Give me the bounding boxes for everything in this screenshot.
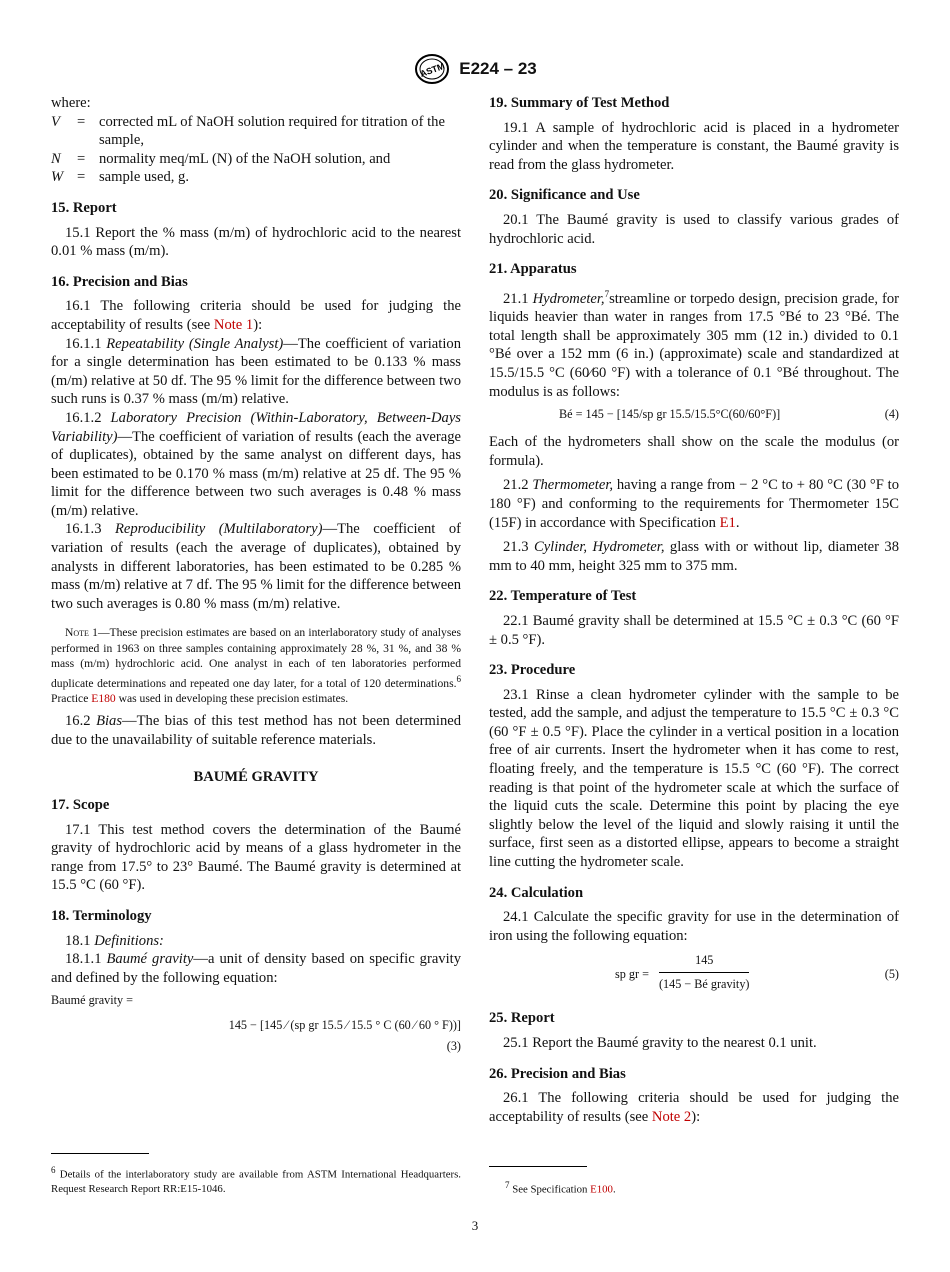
para-22-1: 22.1 Baumé gravity shall be determined at 15.5 °C ± 0.3 °C (60 °F ± 0.5 °F). xyxy=(489,612,899,648)
astm-logo-icon xyxy=(413,53,451,85)
para-21-1-cont: Each of the hydrometers shall show on the scale the modulus (or formula). xyxy=(489,434,899,469)
footnote-rule-left xyxy=(51,1153,149,1154)
e180-link[interactable]: E180 xyxy=(91,691,116,705)
note-1: Note 1—These precision estimates are based on an interlaboratory study of analyses performed in 1963 on three samples containing approximately 28 %, 31 %, and 38 % mass (m/m) hydrochloric acid. One analyst in each of ten laboratories performed duplicate determinations and repeated one day later, for a total of 120 determinations.$^6$ Practice E180 was used in developing these precision estimates. xyxy=(51,626,461,705)
def-equals: = xyxy=(77,113,86,130)
variable-definitions xyxy=(51,113,461,187)
para-15-1: 15.1 Report the % mass (m/m) of hydrochloric acid to the nearest 0.01 % mass (m/m). xyxy=(51,224,461,260)
para-24-1: 24.1 Calculate the specific gravity for use in the determination of iron using the following equation: xyxy=(489,909,899,944)
para-23-1: 23.1 Rinse a clean hydrometer cylinder with the sample to be tested, add the sample, and adjust the temperature to 15.5 °C ± 0.3 °C (60 °F ± 0.5 °F). Place the cylinder in a vertical position in a location free of air currents. Insert the hydrometer when it has come to rest, floating freely, and the temperature is 15.5 °C (60 °F). The correct reading is that point of the hydrometer scale at which the surface of the liquid cuts the scale. Determine this point by placing the eye slightly below the level of the liquid and slowly raising it until the surface, first seen as a distorted ellipse, appears to become a straight line cutting the hydrometer scale. xyxy=(489,686,899,871)
section-25-title: 25. Report xyxy=(489,1010,555,1027)
equation-4 xyxy=(489,405,899,427)
section-26-title: 26. Precision and Bias xyxy=(489,1065,626,1082)
section-20-title: 20. Significance and Use xyxy=(489,187,640,204)
section-21-title: 21. Apparatus xyxy=(489,261,577,278)
page-number: 3 xyxy=(471,1218,479,1233)
def-text-w: sample used, g. xyxy=(99,169,189,186)
footnote-7: $^7$ See Specification E100. xyxy=(505,1180,616,1196)
section-15-title: 15. Report xyxy=(51,199,117,216)
para-20-1: 20.1 The Baumé gravity is used to classify various grades of hydrochloric acid. xyxy=(489,211,899,247)
section-22-title: 22. Temperature of Test xyxy=(489,588,637,605)
equation-5-fraction xyxy=(659,951,749,993)
para-16-1-3: 16.1.3 Reproducibility (Multilaboratory)—The coefficient of variation of results (each the average of duplicates), obtained by analysts in different laboratories, has been estimated to be 0.285 % mass (m/m) relative at 7 df. The 95 % limit for the difference between two such averages is 0.80 % mass (m/m) relative. xyxy=(51,521,461,612)
def-equals: = xyxy=(77,169,86,186)
note-2-link[interactable]: Note 2 xyxy=(651,1108,692,1125)
equation-5 xyxy=(489,951,899,997)
footnote-6: $^6$ Details of the interlaboratory study are available from ASTM International Headquarters. Request Research Report RR:E15-1046. xyxy=(51,1165,461,1195)
section-19-title: 19. Summary of Test Method xyxy=(489,95,670,111)
note-1-link[interactable]: Note 1 xyxy=(213,316,254,333)
page-header xyxy=(0,53,950,85)
para-16-1-2: 16.1.2 Laboratory Precision (Within-Laboratory, Between-Days Variability)—The coefficient of variation of results (each the average of duplicates), obtained by the same analyst on different days, has been estimated to be 0.170 % mass (m/m) relative at 25 df. The 95 % limit for the difference between two such averages is 0.48 % mass (m/m) relative. xyxy=(51,409,461,519)
where-label: where: xyxy=(51,95,91,111)
section-17-title: 17. Scope xyxy=(51,797,110,814)
section-16-title: 16. Precision and Bias xyxy=(51,273,188,290)
document-id: E224 – 23 xyxy=(459,59,537,78)
def-text-v: corrected mL of NaOH solution required for titration of the sample, xyxy=(99,113,445,149)
def-symbol-n: N xyxy=(51,150,61,167)
para-18-1-1: 18.1.1 Baumé gravity—a unit of density based on specific gravity and defined by the following equation: xyxy=(51,951,462,986)
equation-5-number: (5) xyxy=(884,967,899,982)
equation-3: 145 − [145 ⁄ (sp gr 15.5 ⁄ 15.5 ° C (60 ⁄ 60 ° F))] xyxy=(228,1018,461,1033)
section-24-title: 24. Calculation xyxy=(489,884,584,901)
e1-link[interactable]: E1 xyxy=(719,514,736,531)
equation-5-denominator: (145 − Bé gravity) xyxy=(659,977,750,992)
equation-4-number: (4) xyxy=(884,407,899,422)
def-symbol-w: W xyxy=(51,169,64,186)
para-17-1: 17.1 This test method covers the determination of the Baumé gravity of hydrochloric acid by means of a glass hydrometer in the range from 17.5° to 23° Baumé. The Baumé gravity is determined at 15.5 °C (60 °F). xyxy=(51,821,461,894)
svg-text:ASTM: ASTM xyxy=(418,60,447,79)
e100-link[interactable]: E100 xyxy=(590,1183,613,1196)
footnote-rule-right xyxy=(489,1166,587,1167)
para-25-1: 25.1 Report the Baumé gravity to the nearest 0.1 unit. xyxy=(503,1035,817,1052)
baume-gravity-heading: BAUMÉ GRAVITY xyxy=(193,768,319,785)
right-column xyxy=(489,94,899,1126)
para-19-1: 19.1 A sample of hydrochloric acid is placed in a hydrometer cylinder and when the temperature is constant, the Baumé gravity is read from the glass hydrometer. xyxy=(489,119,899,173)
equation-3-number: (3) xyxy=(446,1038,461,1053)
para-16-1: 16.1 The following criteria should be used for judging the acceptability of results (see Note 1): xyxy=(51,298,461,333)
para-16-1-1: 16.1.1 Repeatability (Single Analyst)—The coefficient of variation for a single determination has been estimated to be 0.133 % mass (m/m) relative at 50 df. The 95 % limit for the difference between two such runs is 0.37 % mass (m/m) relative. xyxy=(51,335,461,408)
para-18-1: 18.1 Definitions: xyxy=(65,932,164,949)
section-18-title: 18. Terminology xyxy=(51,908,152,925)
para-21-1: 21.1 Hydrometer,$^7$streamline or torpedo design, precision grade, for liquids heavier than water in ranges from 17.5 °Bé to 23 °Bé. The total length shall be approximately 305 mm (12 in.) divided to 0.1 °Bé over a 152 mm (6 in.) (approximate) scale and standardized at 15.5/15.5 °C (60⁄60 °F) with a tolerance of 0.1 °Bé throughout. The modulus is as follows: xyxy=(489,288,900,400)
para-26-1: 26.1 The following criteria should be used for judging the acceptability of results (see Note 2): xyxy=(489,1090,899,1125)
equation-5-lhs: sp gr = xyxy=(615,967,649,982)
def-symbol-v: V xyxy=(51,113,60,130)
equation-3-label: Baumé gravity = xyxy=(51,993,134,1008)
def-equals: = xyxy=(77,150,86,167)
para-21-3: 21.3 Cylinder, Hydrometer, glass with or without lip, diameter 38 mm to 40 mm, height 325 mm to 375 mm. xyxy=(489,539,900,574)
para-21-2: 21.2 Thermometer, having a range from − 2 °C to + 80 °C (30 °F to 180 °F) and conforming to the requirements for Thermometer 15C (15F) in accordance with Specification E1. xyxy=(489,477,900,531)
def-text-n: normality meq/mL (N) of the NaOH solution, and xyxy=(99,150,391,167)
equation-4-body: Bé = 145 − [145/sp gr 15.5/15.5°C(60/60°F)] xyxy=(559,407,781,422)
para-16-2: 16.2 Bias—The bias of this test method has not been determined due to the unavailability of suitable reference materials. xyxy=(51,713,462,748)
equation-5-numerator: 145 xyxy=(659,951,749,973)
left-column xyxy=(51,94,461,1055)
section-23-title: 23. Procedure xyxy=(489,662,576,679)
